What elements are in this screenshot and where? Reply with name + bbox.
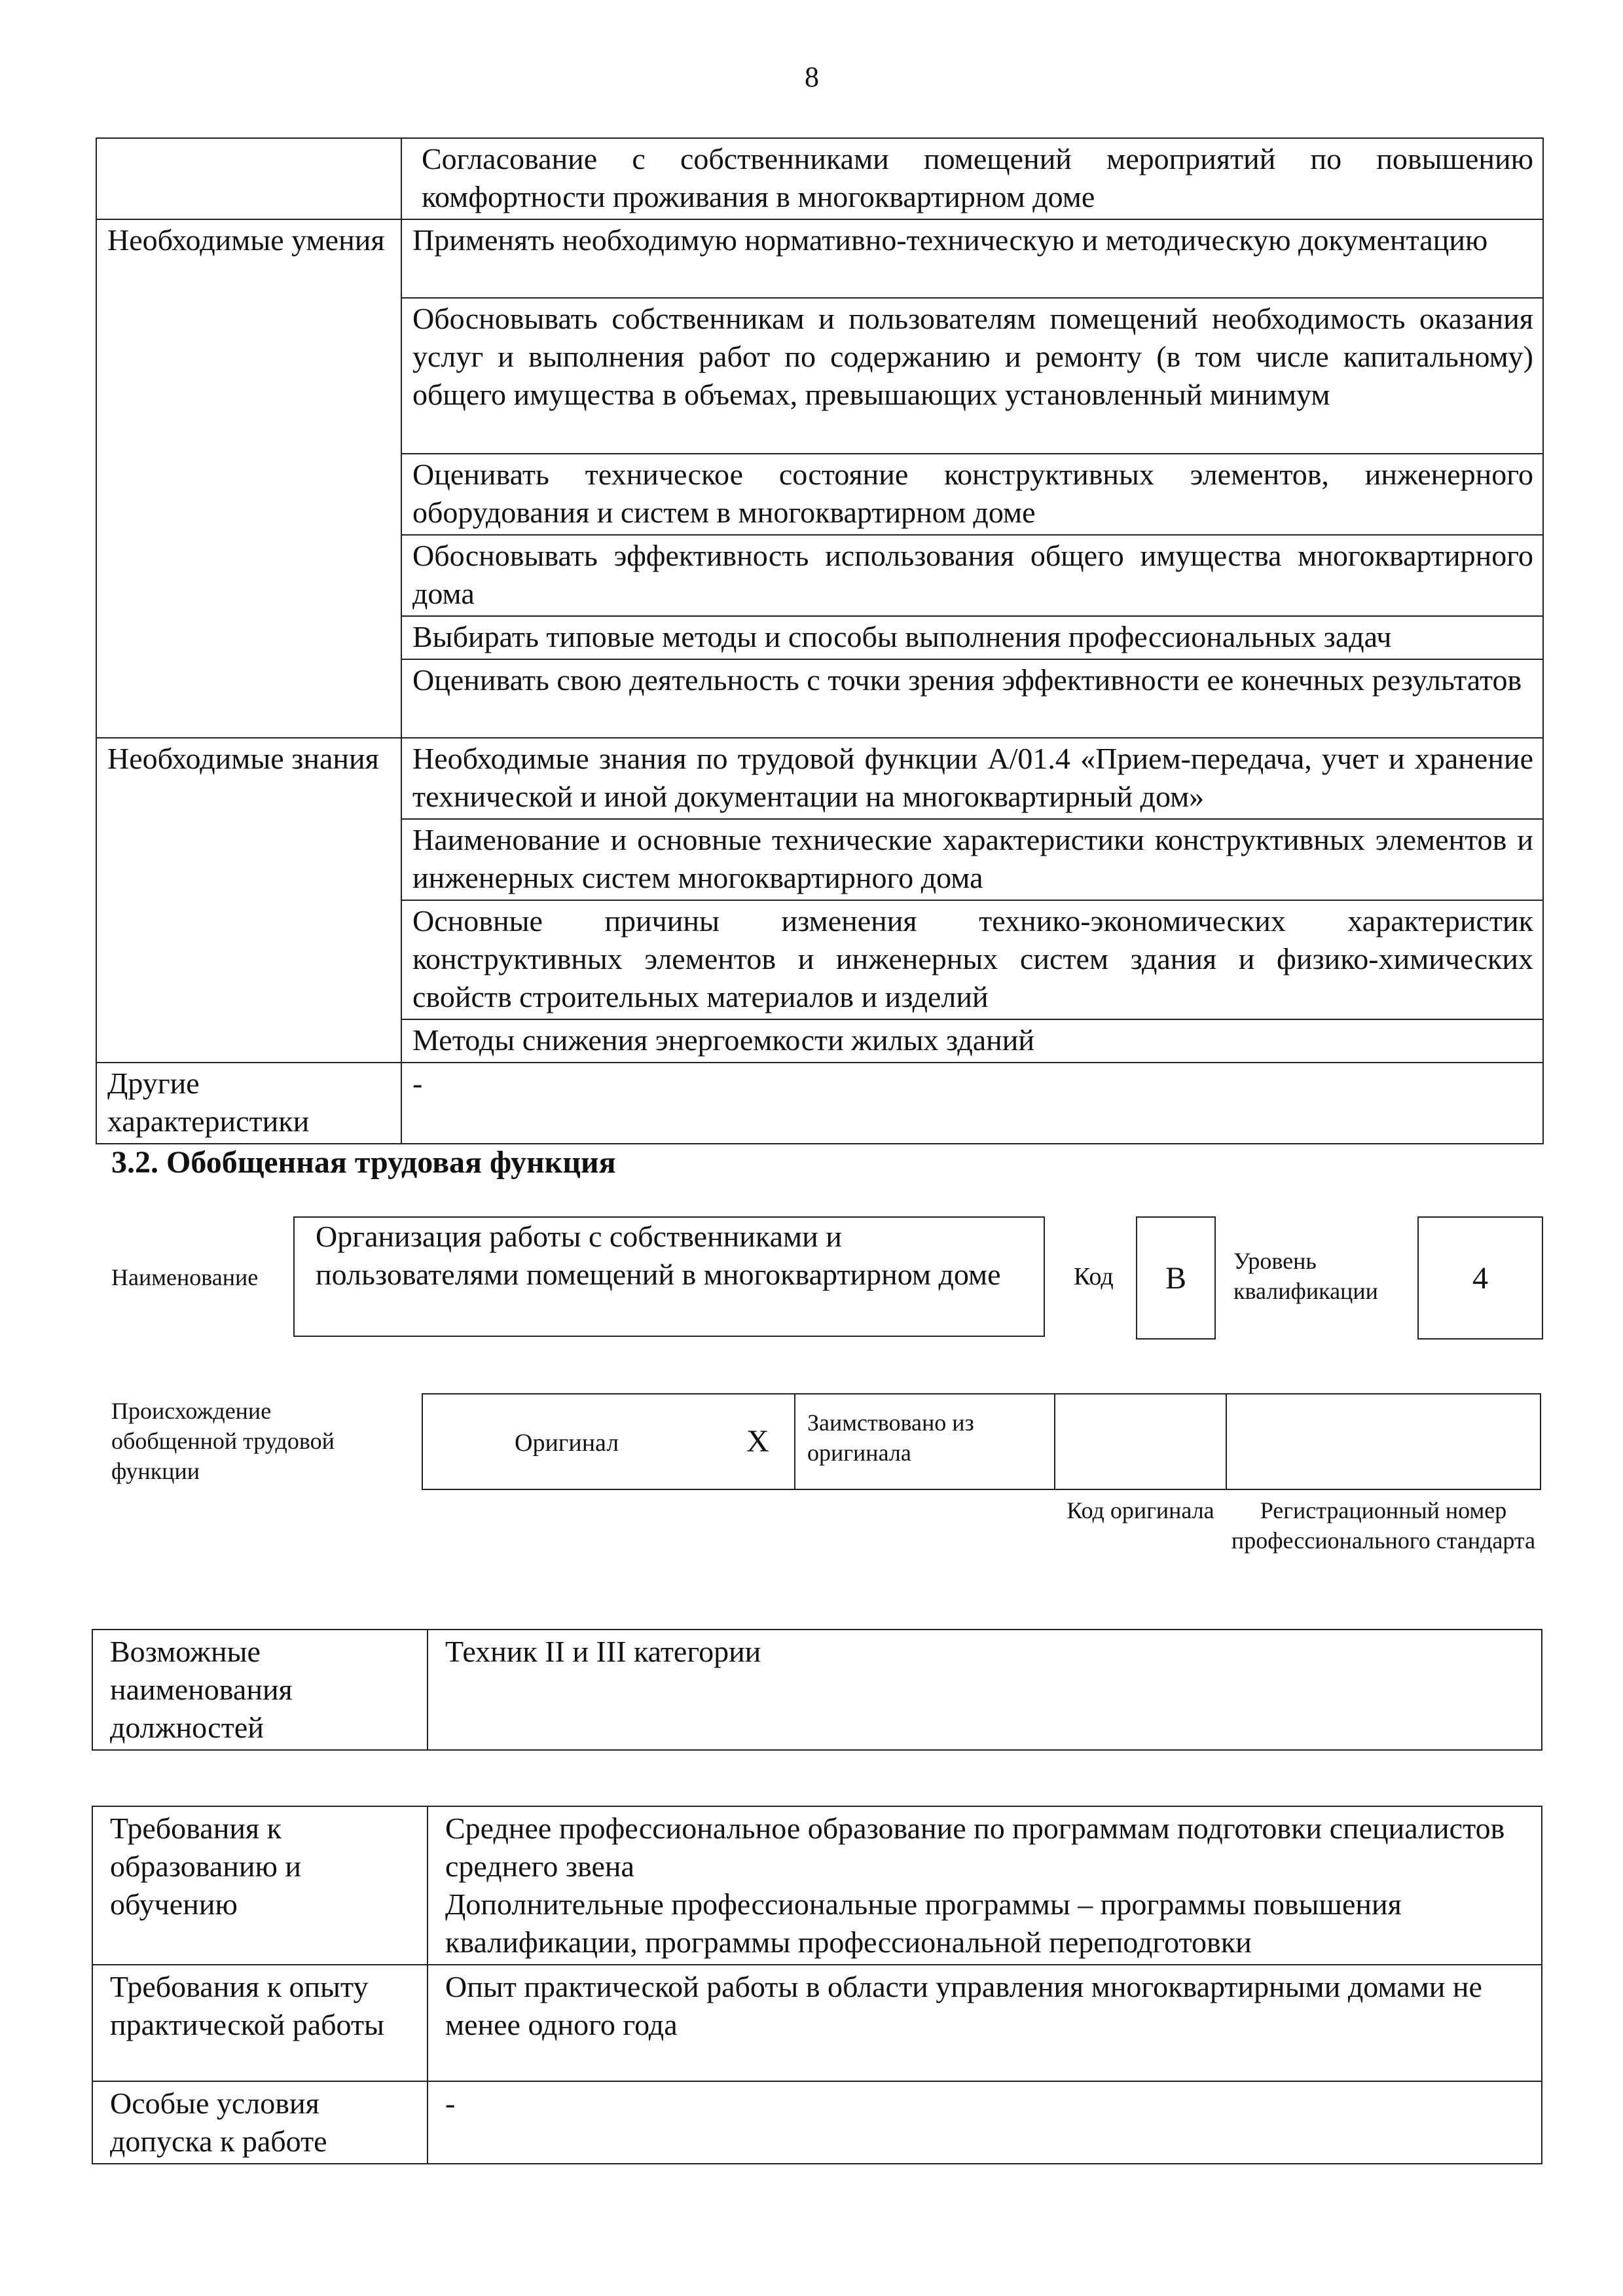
requirement-line: Дополнительные профессиональные программы – программы повышения квалификации, программы профессиональной переподготовки — [445, 1887, 1402, 1959]
name-label: Наименование — [111, 1264, 259, 1290]
original-code-cell — [1054, 1393, 1227, 1490]
table-row — [92, 2081, 1542, 2164]
row-label: Другие характеристики — [96, 1063, 401, 1144]
borrowed-cell — [794, 1393, 1055, 1490]
registration-number-cell — [1226, 1393, 1541, 1490]
requirement-label: Требования к образованию и обучению — [92, 1806, 428, 1965]
registration-number-caption: Регистрационный номер профессионального стандарта — [1231, 1497, 1536, 1554]
code-label: Код — [1074, 1263, 1114, 1290]
row-content: Основные причины изменения технико-экономических характеристик конструктивных элементов и инженерных систем здания и физико-химических свойств строительных материалов и изделий — [401, 900, 1543, 1019]
table-row — [92, 1806, 1542, 1965]
row-content: Методы снижения энергоемкости жилых зданий — [401, 1019, 1543, 1063]
original-mark: X — [746, 1424, 769, 1459]
table-row — [96, 219, 1543, 298]
original-label: Оригинал — [515, 1429, 619, 1457]
row-content: Обосновывать собственникам и пользователям помещений необходимость оказания услуг и выполнения работ по содержанию и ремонту (в том числе капитальному) общего имущества в объемах, превышающих установленный минимум — [401, 298, 1543, 454]
table-row — [96, 1063, 1543, 1144]
requirement-line: Опыт практической работы в области управления многоквартирными домами не менее одного года — [445, 1970, 1482, 2041]
row-content: - — [401, 1063, 1543, 1144]
row-content: Применять необходимую нормативно-техническую и методическую документацию — [401, 219, 1543, 298]
row-label: Необходимые знания — [96, 738, 401, 1063]
row-content: Наименование и основные технические характеристики конструктивных элементов и инженерных систем многоквартирного дома — [401, 819, 1543, 900]
origin-row — [422, 1393, 1541, 1490]
code-box — [1136, 1216, 1216, 1339]
level-label: Уровень квалификации — [1233, 1248, 1378, 1304]
row-content: Необходимые знания по трудовой функции А/01.4 «Прием-передача, учет и хранение технической и иной документации на многоквартирный дом» — [401, 738, 1543, 819]
table-row — [92, 1965, 1542, 2081]
level-value: 4 — [1472, 1260, 1488, 1296]
requirement-value — [428, 1806, 1542, 1965]
original-cell — [422, 1393, 795, 1490]
positions-table — [92, 1629, 1542, 1751]
requirement-value — [428, 2081, 1542, 2164]
row-content: Обосновывать эффективность использования общего имущества многоквартирного дома — [401, 535, 1543, 616]
requirement-value — [428, 1965, 1542, 2081]
row-label: Необходимые умения — [96, 219, 401, 738]
row-content: Оценивать техническое состояние конструктивных элементов, инженерного оборудования и систем в многоквартирном доме — [401, 454, 1543, 535]
table-row — [96, 138, 1543, 219]
function-name-value: Организация работы с собственниками и пользователями помещений в многоквартирном доме — [316, 1220, 1001, 1291]
table-row — [92, 1630, 1542, 1750]
skills-knowledge-table — [96, 137, 1544, 1144]
requirement-label: Особые условия допуска к работе — [92, 2081, 428, 2164]
code-value: В — [1165, 1260, 1186, 1296]
function-name-box — [293, 1216, 1045, 1337]
row-label — [96, 138, 401, 219]
requirements-table — [92, 1806, 1542, 2164]
level-box — [1417, 1216, 1543, 1339]
positions-label: Возможные наименования должностей — [92, 1630, 428, 1750]
borrowed-label: Заимствовано из оригинала — [807, 1410, 974, 1466]
positions-value: Техник II и III категории — [428, 1630, 1542, 1750]
requirement-label: Требования к опыту практической работы — [92, 1965, 428, 2081]
section-title: 3.2. Обобщенная трудовая функция — [111, 1145, 616, 1180]
table-row — [96, 738, 1543, 819]
original-code-caption: Код оригинала — [1067, 1497, 1214, 1523]
row-content: Выбирать типовые методы и способы выполнения профессиональных задач — [401, 616, 1543, 659]
row-content: Оценивать свою деятельность с точки зрения эффективности ее конечных результатов — [401, 659, 1543, 738]
requirement-line: - — [445, 2086, 456, 2120]
row-content: Согласование с собственниками помещений мероприятий по повышению комфортности проживания в многоквартирном доме — [401, 138, 1543, 219]
page-number: 8 — [805, 61, 819, 93]
requirement-line: Среднее профессиональное образование по программам подготовки специалистов среднего звена — [445, 1812, 1505, 1883]
origin-label: Происхождение обобщенной трудовой функции — [111, 1398, 335, 1484]
